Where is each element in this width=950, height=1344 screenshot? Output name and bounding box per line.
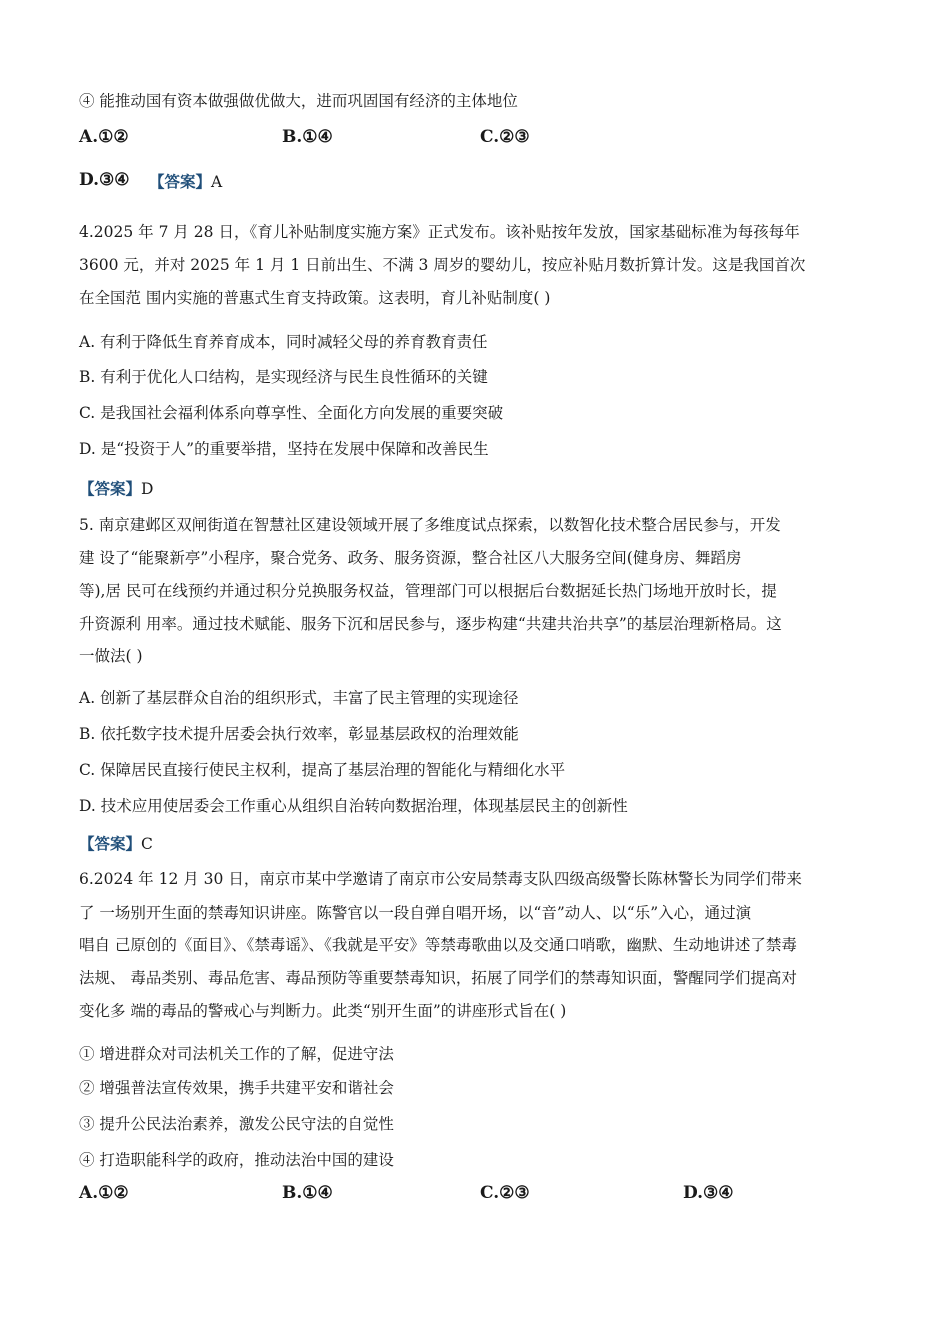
q4-answer-value: D: [141, 480, 154, 498]
q5-option-c[interactable]: C. 保障居民直接行使民主权利，提高了基层治理的智能化与精细化水平: [79, 761, 566, 779]
q4-option-c[interactable]: C. 是我国社会福利体系向尊享性、全面化方向发展的重要突破: [79, 404, 504, 422]
q5-option-b[interactable]: B. 依托数字技术提升居委会执行效率，彰显基层政权的治理效能: [79, 725, 519, 743]
q5-stem-line-1: 5. 南京建邺区双闸街道在智慧社区建设领域开展了多维度试点探索，以数智化技术整合居民参与，开发: [79, 516, 781, 534]
q4-stem-line-1: 4.2025 年 7 月 28 日，《育儿补贴制度实施方案》正式发布。该补贴按年发放，国家基础标准为每孩每年: [79, 223, 800, 241]
q5-answer: [79, 833, 153, 855]
q6-stem-line-2: 了 一场别开生面的禁毒知识讲座。陈警官以一段自弹自唱开场，以“音”动人、以“乐”入心，通过演: [79, 904, 752, 922]
q6-stem-line-3: 唱自 己原创的《面目》、《禁毒谣》、《我就是平安》等禁毒歌曲以及交通口哨歌，幽默、生动地讲述了禁毒: [79, 936, 797, 954]
q6-statement-3: ③ 提升公民法治素养，激发公民守法的自觉性: [79, 1115, 394, 1133]
q4-answer-label: 【答案】: [79, 479, 142, 498]
q6-stem-line-5: 变化多 端的毒品的警戒心与判断力。此类“别开生面”的讲座形式旨在( ): [79, 1002, 567, 1020]
q4-option-a[interactable]: A. 有利于降低生育养育成本，同时减轻父母的养育教育责任: [79, 333, 488, 351]
q3-answer-label: 【答案】: [149, 172, 212, 191]
q6-option-c[interactable]: C.②③: [480, 1183, 530, 1203]
q5-stem-line-5: 一做法( ): [79, 647, 143, 665]
q3-option-a[interactable]: A.①②: [79, 127, 129, 147]
q5-stem-line-3: 等),居 民可在线预约并通过积分兑换服务权益，管理部门可以根据后台数据延长热门场地开放时长，提: [79, 582, 777, 600]
q6-stem-line-4: 法规、 毒品类别、毒品危害、毒品预防等重要禁毒知识，拓展了同学们的禁毒知识面，警醒同学们提高对: [79, 969, 797, 987]
q4-answer: [79, 478, 153, 500]
q5-answer-value: C: [141, 835, 153, 853]
q6-statement-1: ① 增进群众对司法机关工作的了解，促进守法: [79, 1045, 394, 1063]
q6-option-b[interactable]: B.①④: [282, 1183, 333, 1203]
q4-stem-line-2: 3600 元，并对 2025 年 1 月 1 日前出生、不满 3 周岁的婴幼儿，按应补贴月数折算计发。这是我国首次: [79, 256, 806, 274]
q6-stem-line-1: 6.2024 年 12 月 30 日，南京市某中学邀请了南京市公安局禁毒支队四级高级警长陈林警长为同学们带来: [79, 870, 802, 888]
q5-stem-line-2: 建 设了“能聚新亭”小程序，聚合党务、政务、服务资源，整合社区八大服务空间(健身房、舞蹈房: [79, 549, 742, 567]
q5-stem-line-4: 升资源利 用率。通过技术赋能、服务下沉和居民参与，逐步构建“共建共治共享”的基层治理新格局。这: [79, 615, 782, 633]
q6-option-d[interactable]: D.③④: [683, 1183, 734, 1203]
q5-answer-label: 【答案】: [79, 834, 142, 853]
q3-option-d[interactable]: D.③④: [79, 170, 130, 190]
q3-option-b[interactable]: B.①④: [282, 127, 333, 147]
q6-statement-2: ② 增强普法宣传效果，携手共建平安和谐社会: [79, 1079, 394, 1097]
q4-option-b[interactable]: B. 有利于优化人口结构，是实现经济与民生良性循环的关键: [79, 368, 488, 386]
q3-answer-value: A: [211, 173, 223, 191]
q5-option-a[interactable]: A. 创新了基层群众自治的组织形式，丰富了民主管理的实现途径: [79, 689, 519, 707]
q5-option-d[interactable]: D. 技术应用使居委会工作重心从组织自治转向数据治理，体现基层民主的创新性: [79, 797, 628, 815]
q4-stem-line-3: 在全国范 围内实施的普惠式生育支持政策。这表明，育儿补贴制度( ): [79, 289, 551, 307]
q3-option-c[interactable]: C.②③: [480, 127, 530, 147]
q4-option-d[interactable]: D. 是“投资于人”的重要举措，坚持在发展中保障和改善民生: [79, 440, 489, 458]
q6-option-a[interactable]: A.①②: [79, 1183, 129, 1203]
q6-statement-4: ④ 打造职能科学的政府，推动法治中国的建设: [79, 1151, 394, 1169]
q3-statement-4: ④ 能推动国有资本做强做优做大，进而巩固国有经济的主体地位: [79, 92, 518, 110]
